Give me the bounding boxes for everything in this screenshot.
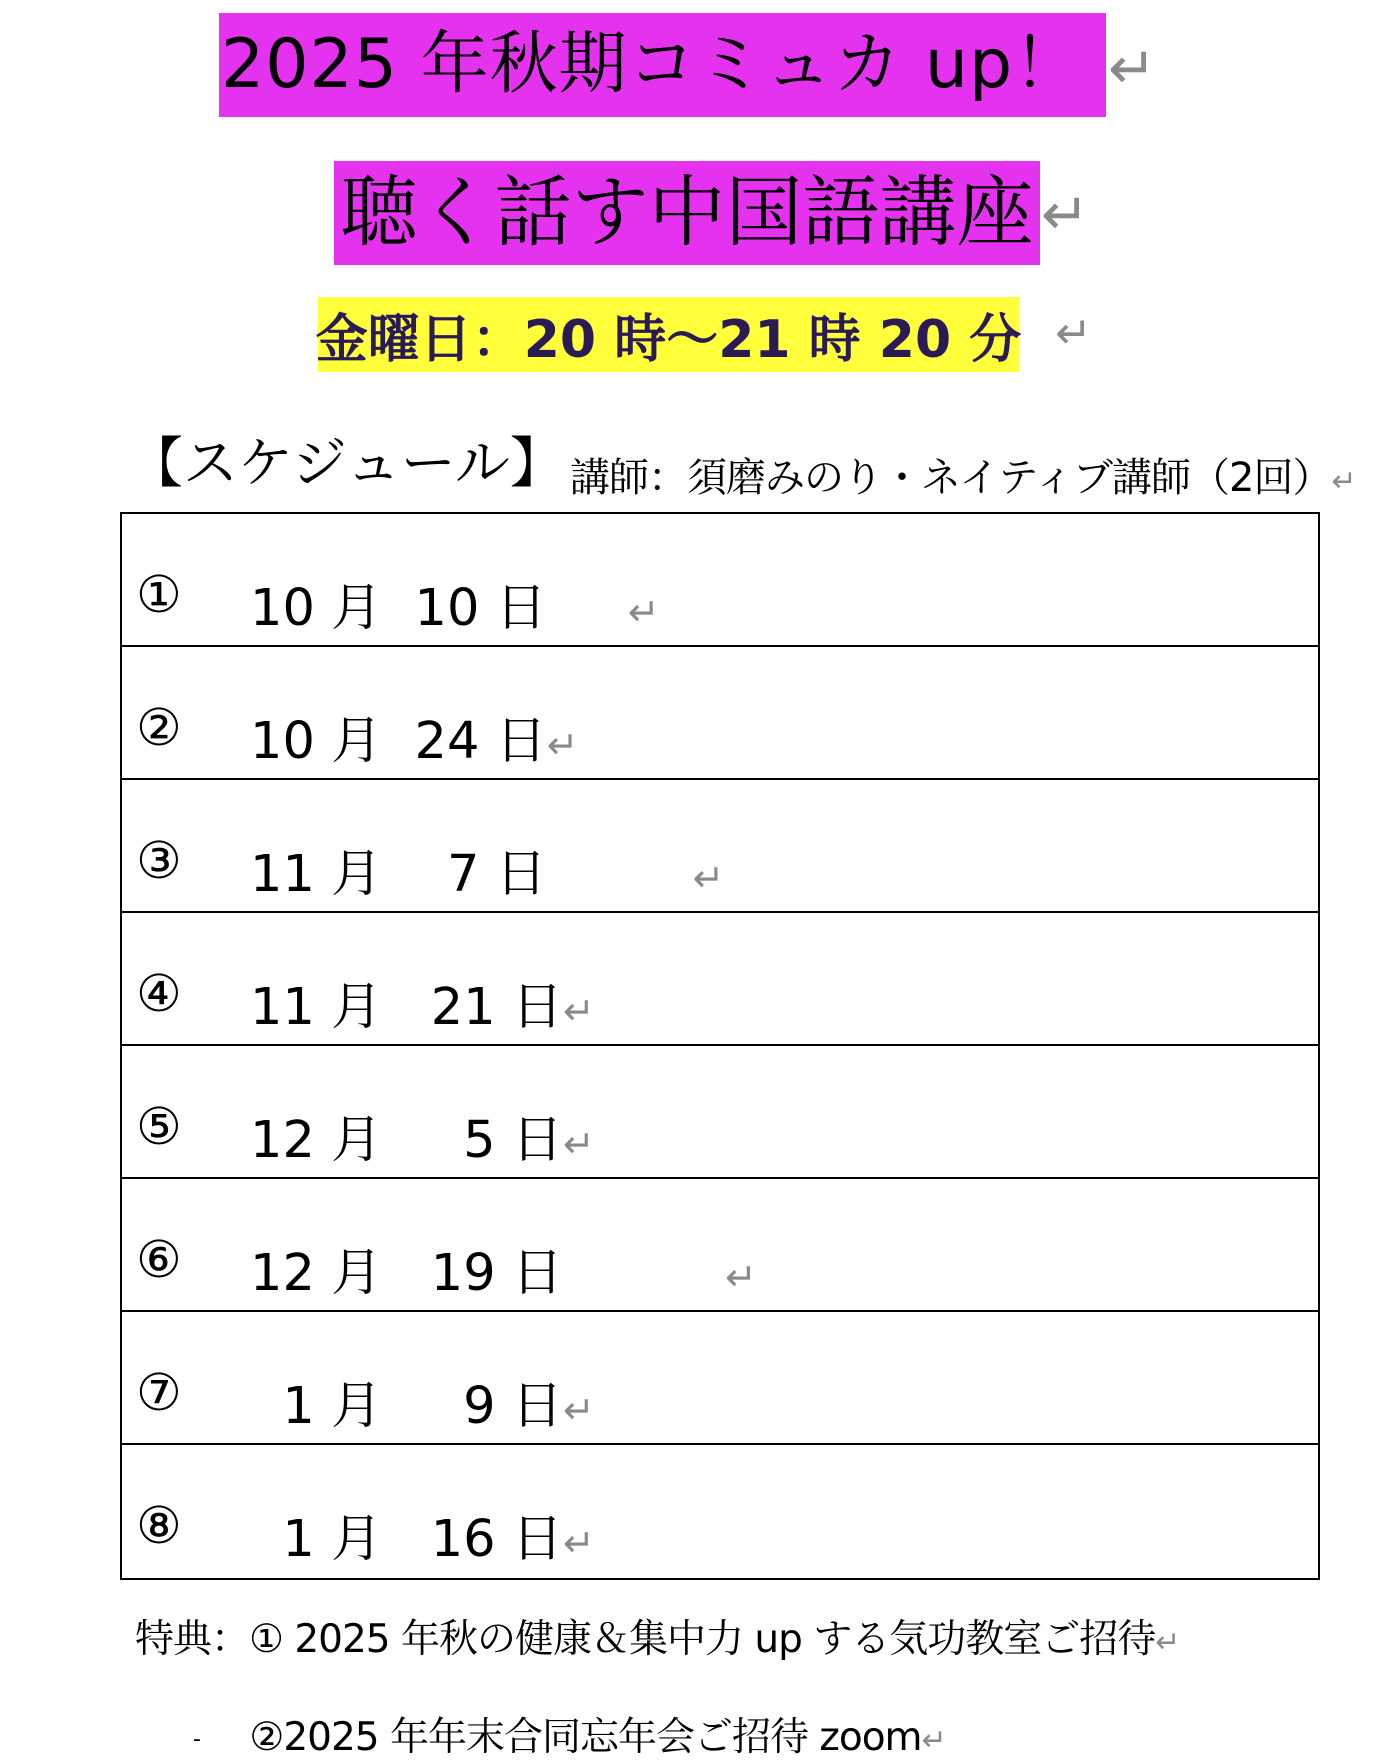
session-date bbox=[250, 566, 660, 640]
benefit-text-2: ②2025 年年末合同忘年会ご招待 zoom bbox=[249, 1715, 922, 1760]
instructor-text: 講師：須磨みのり・ネイティブ講師（2回） bbox=[570, 455, 1332, 501]
session-number: ⑦ bbox=[136, 1364, 182, 1423]
return-mark-icon: ↵ bbox=[562, 1388, 595, 1432]
return-mark-icon: ↵ bbox=[1041, 180, 1090, 248]
session-date-text: 12 月 5 日 bbox=[250, 1111, 563, 1170]
course-subtitle: 聴く話す中国語講座 bbox=[340, 168, 1034, 258]
session-date-text: 12 月 19 日 bbox=[250, 1244, 563, 1303]
course-title: 2025 年秋期コミュカ up！ bbox=[221, 25, 1083, 104]
spacing bbox=[563, 1244, 725, 1303]
return-mark-icon: ↵ bbox=[692, 856, 725, 900]
session-number: ⑥ bbox=[136, 1231, 182, 1290]
schedule-row bbox=[122, 1312, 1318, 1445]
schedule-row bbox=[122, 1179, 1318, 1312]
session-date bbox=[250, 1364, 595, 1438]
benefit-line-1 bbox=[135, 1608, 1179, 1664]
session-number: ③ bbox=[136, 832, 182, 891]
schedule-row bbox=[122, 780, 1318, 913]
course-subtitle-banner bbox=[334, 161, 1040, 265]
session-date-text: 11 月 7 日 bbox=[250, 845, 547, 904]
return-mark-icon: ↵ bbox=[627, 590, 660, 634]
session-number: ① bbox=[136, 566, 182, 625]
session-date-text: 10 月 10 日 bbox=[250, 579, 547, 638]
course-title-banner bbox=[219, 13, 1106, 117]
session-date-text: 11 月 21 日 bbox=[250, 978, 563, 1037]
return-mark-icon: ↵ bbox=[1108, 34, 1157, 102]
session-date-text: 10 月 24 日 bbox=[250, 712, 547, 771]
return-mark-icon: ↵ bbox=[1155, 1625, 1180, 1660]
session-number: ⑤ bbox=[136, 1098, 182, 1157]
schedule-row bbox=[122, 647, 1318, 780]
session-date-text: 1 月 9 日 bbox=[250, 1377, 563, 1436]
session-date bbox=[250, 965, 595, 1039]
return-mark-icon: ↵ bbox=[921, 1723, 946, 1758]
session-number: ② bbox=[136, 699, 182, 758]
return-mark-icon: ↵ bbox=[562, 1521, 595, 1565]
schedule-row bbox=[122, 913, 1318, 1046]
schedule-row bbox=[122, 1445, 1318, 1578]
session-date-text: 1 月 16 日 bbox=[250, 1510, 563, 1569]
session-date bbox=[250, 1098, 595, 1172]
class-time: 金曜日：20 時～21 時 20 分 bbox=[315, 310, 1022, 370]
return-mark-icon: ↵ bbox=[1055, 308, 1092, 359]
session-date bbox=[250, 1497, 595, 1571]
schedule-row bbox=[122, 514, 1318, 647]
schedule-heading: 【スケジュール】 bbox=[128, 431, 565, 495]
spacing bbox=[547, 845, 693, 904]
return-mark-icon: ↵ bbox=[724, 1255, 757, 1299]
return-mark-icon: ↵ bbox=[562, 989, 595, 1033]
session-date bbox=[250, 699, 578, 773]
benefit-line-2 bbox=[193, 1706, 946, 1762]
schedule-row bbox=[122, 1046, 1318, 1179]
return-mark-icon: ↵ bbox=[1331, 464, 1356, 499]
instructor-line bbox=[570, 446, 1356, 503]
benefit-text-1: 特典：① 2025 年秋の健康＆集中力 up する気功教室ご招待 bbox=[135, 1617, 1156, 1662]
class-time-banner bbox=[315, 297, 1022, 372]
return-mark-icon: ↵ bbox=[546, 723, 579, 767]
spacing bbox=[547, 579, 628, 638]
session-date bbox=[250, 1231, 757, 1305]
schedule-table bbox=[120, 512, 1320, 1580]
bullet-marker: - bbox=[193, 1727, 200, 1752]
session-number: ④ bbox=[136, 965, 182, 1024]
session-date bbox=[250, 832, 724, 906]
session-number: ⑧ bbox=[136, 1497, 182, 1556]
return-mark-icon: ↵ bbox=[562, 1122, 595, 1166]
